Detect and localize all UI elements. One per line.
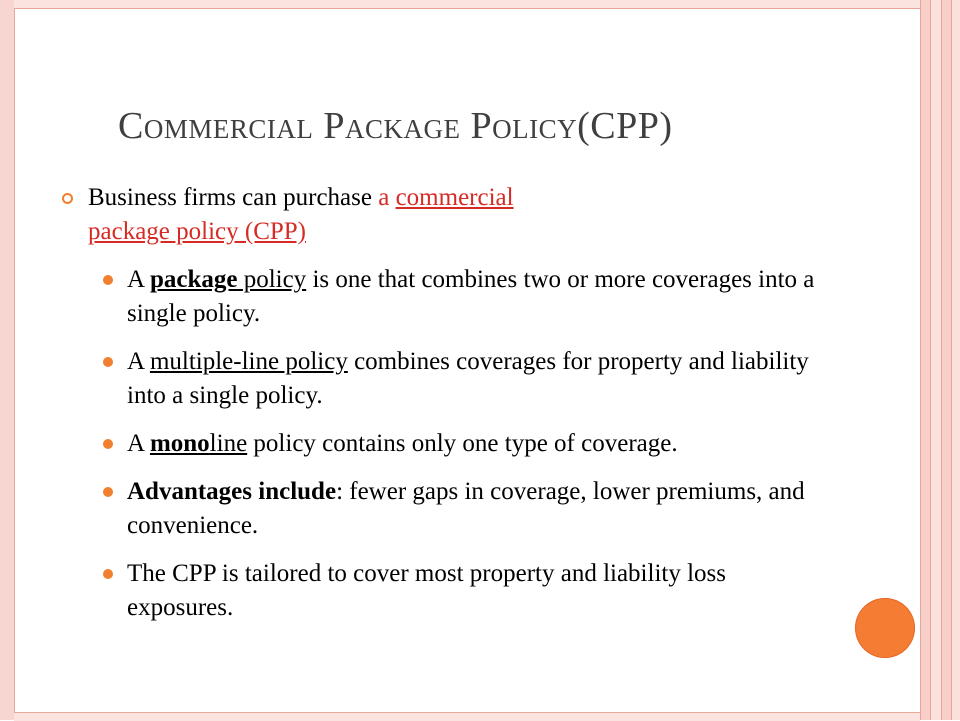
- list-item-package-policy: A package policy is one that combines two or more coverages into a single policy.: [103, 263, 823, 331]
- title-word-2: Package: [323, 105, 461, 147]
- main-bullet-text: Business firms can purchase a commercial package policy (CPP): [88, 184, 514, 245]
- cpp-link[interactable]: a commercial package policy (CPP): [88, 184, 514, 245]
- dot-bullet-icon: [103, 357, 113, 367]
- left-border: [0, 0, 15, 720]
- list-item-monoline: A monoline policy contains only one type of coverage.: [103, 427, 823, 461]
- dot-bullet-icon: [103, 275, 113, 285]
- title-suffix: (CPP): [577, 105, 673, 147]
- title-word-3: Policy: [470, 105, 578, 147]
- dot-bullet-icon: [103, 569, 113, 579]
- right-stripes: [920, 0, 960, 720]
- list-item-advantages: Advantages include: fewer gaps in coverage, lower premiums, and convenience.: [103, 475, 823, 543]
- orange-circle-icon: [855, 598, 915, 658]
- main-bullet: [62, 181, 832, 249]
- sub-bullet-list: [103, 263, 823, 639]
- ring-bullet-icon: [62, 193, 73, 204]
- list-item-cpp-tailored: The CPP is tailored to cover most property and liability loss exposures.: [103, 557, 823, 625]
- list-item-multiple-line: A multiple-line policy combines coverages for property and liability into a single policy.: [103, 345, 823, 413]
- top-border: [14, 0, 920, 9]
- dot-bullet-icon: [103, 439, 113, 449]
- slide-title: [118, 104, 878, 148]
- dot-bullet-icon: [103, 487, 113, 497]
- title-word-1: Commercial: [118, 105, 314, 147]
